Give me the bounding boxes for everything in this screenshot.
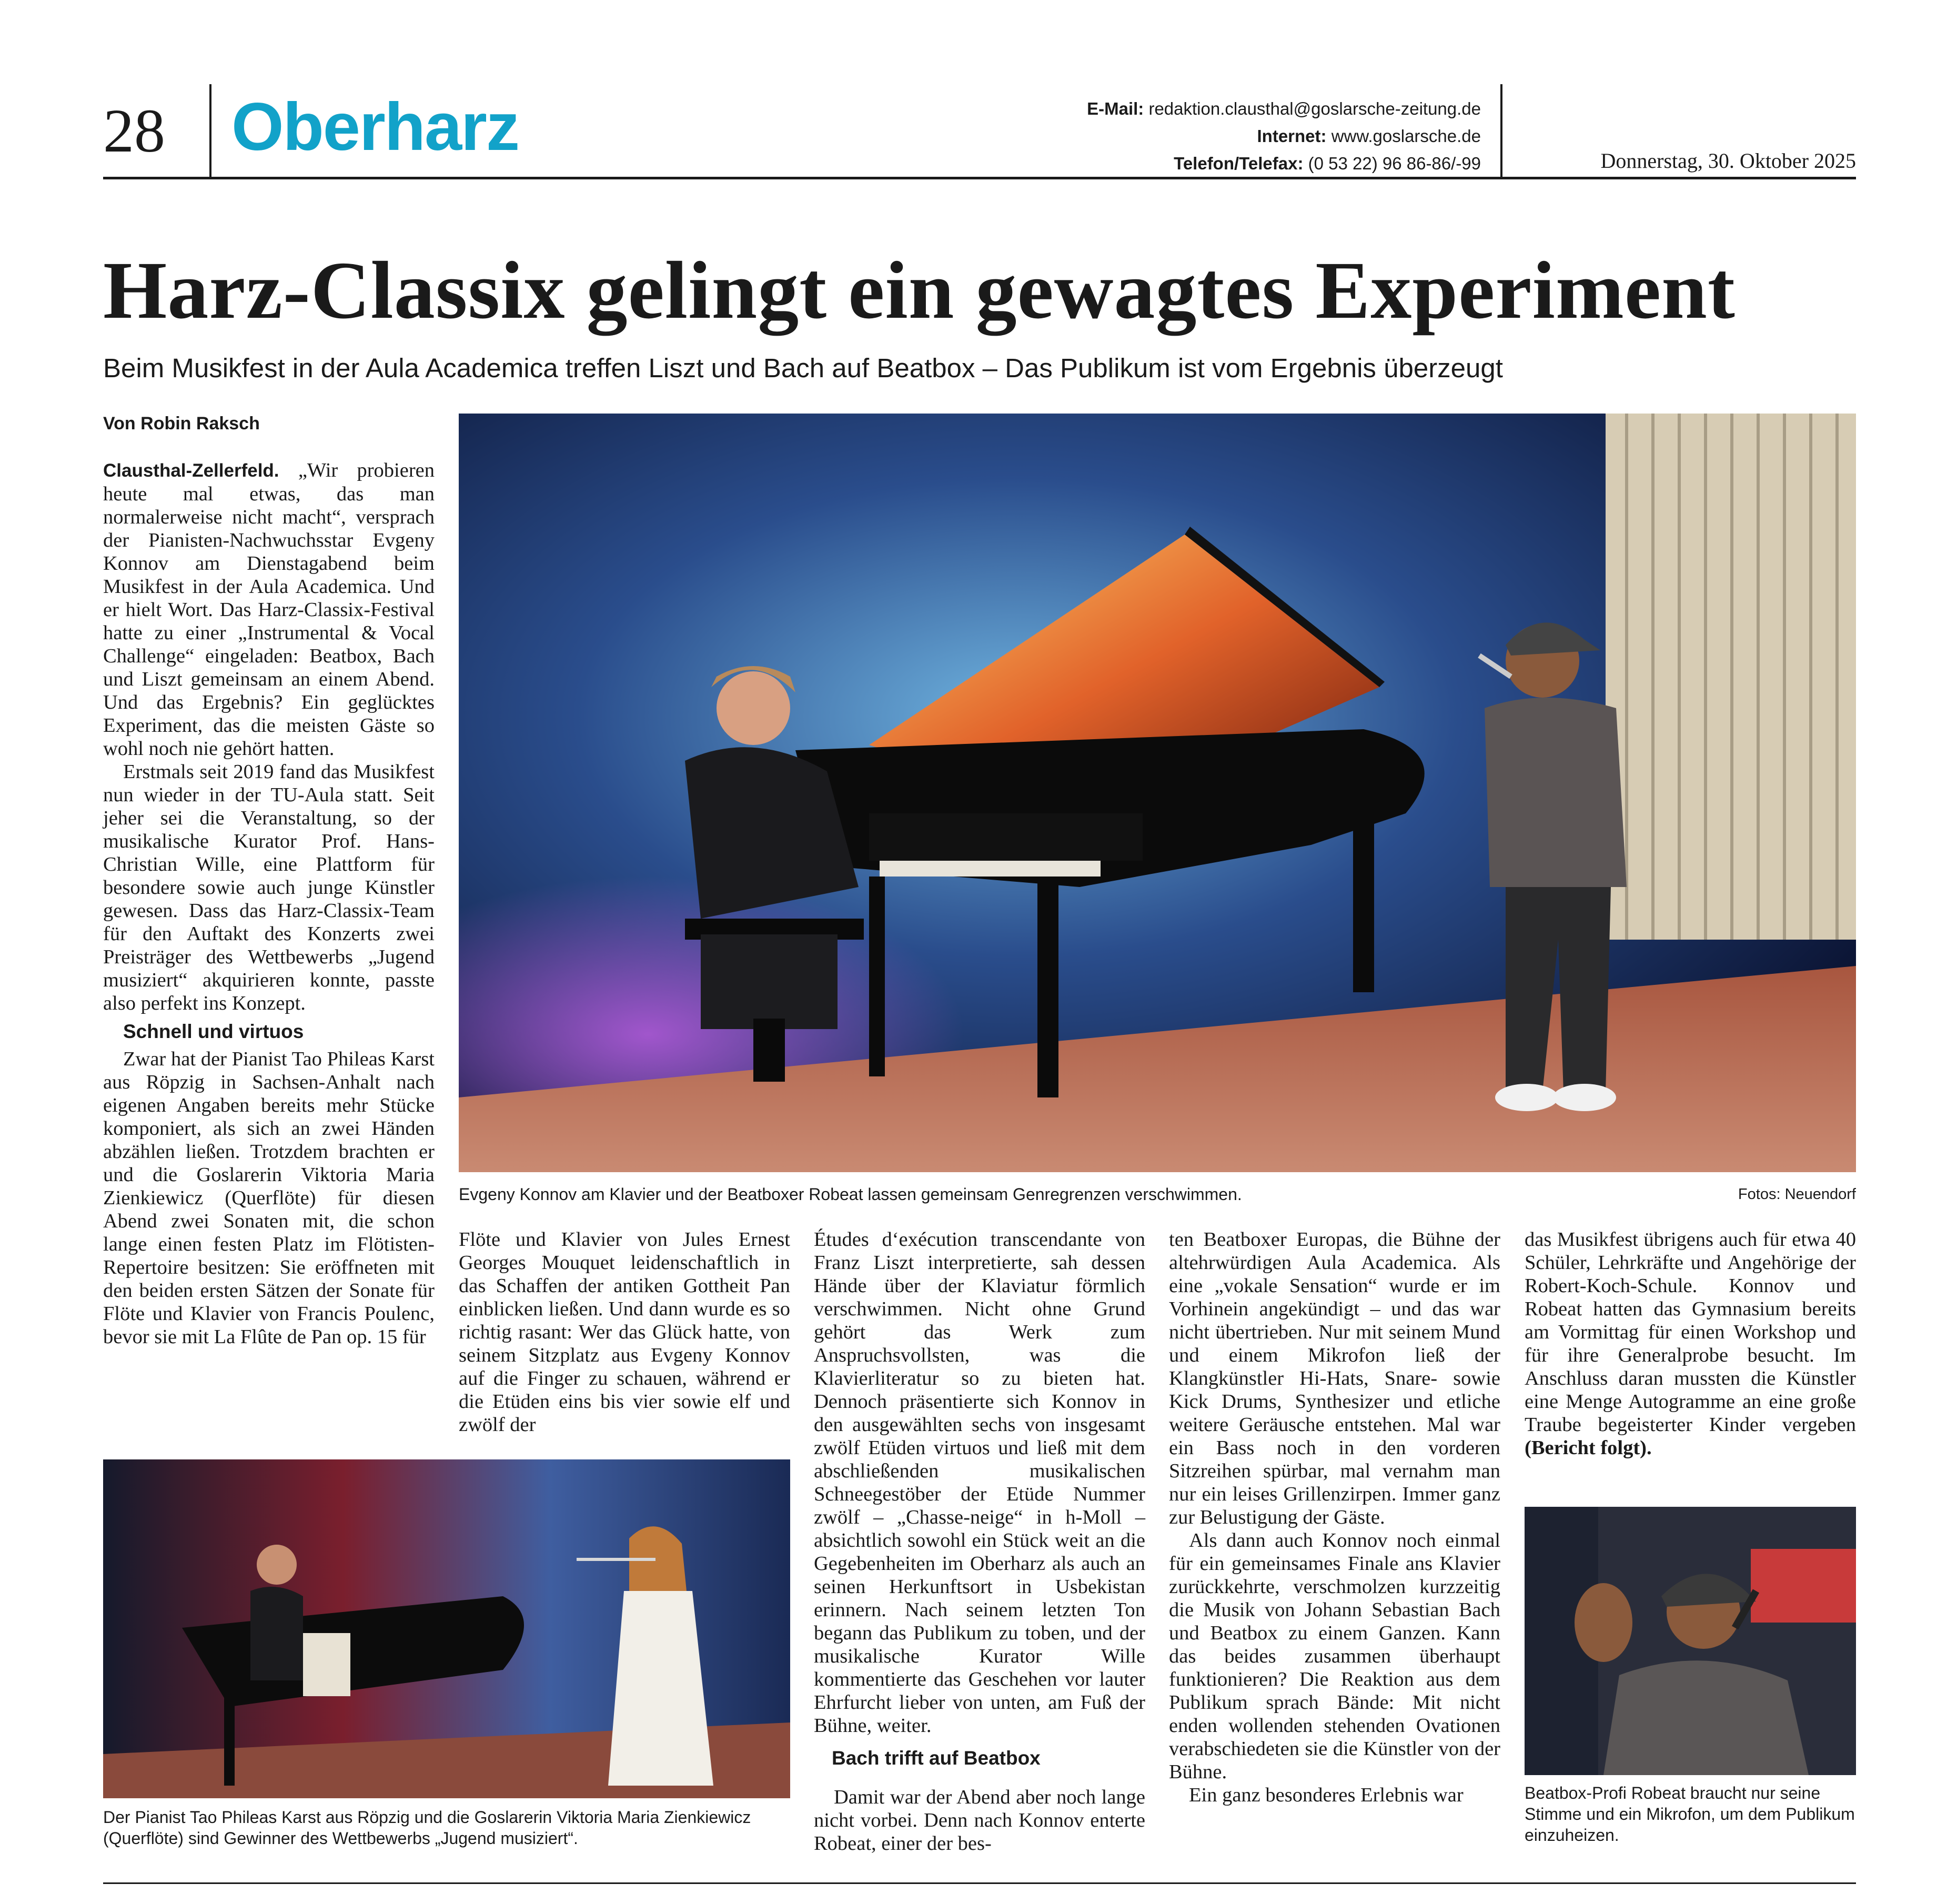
paragraph-3b: Flöte und Klavier von Jules Ernest Georges Mouquet leidenschaftlich in das Schaffen der antiken Gottheit Pan einblicken ließen. Und dann wurde es so richtig rasant: Wer das Glück hatte, von seinem Sitzplatz aus Evgeny Konnov auf die Finger zu schauen, während er die Etüden eins bis vier sowie elf und zwölf der (459, 1228, 790, 1436)
second-photo-caption: Der Pianist Tao Phileas Karst aus Röpzig und die Goslarerin Viktoria Maria Zienkiewicz (Querflöte) sind Gewinner des Wettbewerbs „Jugend musiziert“. (103, 1808, 751, 1848)
paragraph-3c: Études d‘exécution transcendante von Franz Liszt interpretierte, sah dessen Hände über der Klaviatur förmlich verschwimmen. Nicht ohne Grund gehört das Werk zum Anspruchsvollsten, was die Klavierliteratur so zu bieten hat. Dennoch präsentierte sich Konnov in den ausgewählten sechs von insgesamt zwölf Etüden virtuos und ließ mit dem abschließenden musikalischen Schneegestöber der Etüde Nummer zwölf – „Chasse-neige“ in h-Moll – absichtlich sowohl ein Stück weit an die Gegebenheiten im Oberharz als auch an seinen Herkunftsort in Usbekistan erinnern. Nach seinem letzten Ton begann das Publikum zu toben, und der musikalische Kurator Wille kommentierte das Geschehen vor lauter Ehrfurcht lieber von unten, am Fuß der Bühne, weiter. (814, 1228, 1145, 1737)
paragraph-1-text: „Wir probieren heute mal etwas, das man normalerweise nicht macht“, versprach der Pianisten-Nachwuchsstar Evgeny Konnov am Dienstagabend beim Musikfest in der Aula Academica. Und er hielt Wort. Das Harz-Classix-Festival hatte zu einer „Instrumental & Vocal Challenge“ eingeladen: Beatbox, Bach und Liszt gemeinsam an einem Abend. Und das Ergebnis? Ein geglücktes Experiment, das die meisten Gäste so wohl noch nie gehört hatten. (103, 459, 435, 760)
contact-phone (1174, 155, 1481, 172)
report-follows-note: (Bericht folgt). (1525, 1437, 1652, 1459)
page-number: 28 (103, 96, 165, 165)
contact-divider (1500, 84, 1502, 179)
photo-beatboxer-portrait (1525, 1507, 1856, 1775)
photo-credit: Fotos: Neuendorf (1738, 1186, 1856, 1203)
second-photo (103, 1459, 790, 1798)
main-photo (459, 414, 1856, 1172)
photo-pianist-and-beatboxer (459, 414, 1856, 1172)
main-photo-caption: Evgeny Konnov am Klavier und der Beatboxer Robeat lassen gemeinsam Genregrenzen verschwimmen. (459, 1185, 1242, 1204)
contact-internet (1257, 127, 1481, 145)
article-column-2 (459, 1228, 790, 1436)
paragraph-3a: Zwar hat der Pianist Tao Phileas Karst aus Röpzig in Sachsen-Anhalt nach eigenen Angaben bereits mehr Stücke komponiert, als sich an zwei Händen abzählen ließen. Trotzdem brachten er und die Goslarerin Viktoria Maria Zienkiewicz (Querflöte) für diesen Abend zwei Sonaten mit, die schon lange einen festen Platz im Flötisten-Repertoire besitzen: Sie eröffneten mit den beiden ersten Sätzen der Sonate für Flöte und Klavier von Francis Poulenc, bevor sie mit La Flûte de Pan op. 15 für (103, 1048, 435, 1348)
article-subheadline: Beim Musikfest in der Aula Academica treffen Liszt und Bach auf Beatbox – Das Publikum ist vom Ergebnis überzeugt (103, 353, 1503, 383)
email-address[interactable]: redaktion.clausthal@goslarsche-zeitung.de (1148, 99, 1481, 118)
masthead-divider (209, 84, 211, 179)
phone-number: (0 53 22) 96 86-86/-99 (1308, 154, 1481, 173)
article-column-3 (814, 1228, 1145, 1855)
paragraph-4b: ten Beatboxer Europas, die Bühne der altehrwürdigen Aula Academica. Als eine „vokale Sensation“ wurde er im Vorhinein angekündigt – und das war nicht übertrieben. Nur mit seinem Mund und einem Mikrofon ließ der Klangkünstler Hi-Hats, Snare- sowie Kick Drums, Synthesizer und etliche weitere Geräusche entstehen. Mal war ein Bass noch in den vorderen Sitzreihen spürbar, mal vernahm man nur ein leises Grillenzirpen. Immer ganz zur Belustigung der Gäste. (1169, 1228, 1500, 1528)
email-label: E-Mail: (1087, 99, 1144, 118)
contact-email (1087, 100, 1481, 117)
phone-label: Telefon/Telefax: (1174, 154, 1304, 173)
paragraph-2: Erstmals seit 2019 fand das Musikfest nun wieder in der TU-Aula statt. Seit jeher sei die Veranstaltung, so der musikalische Kurator Prof. Hans-Christian Wille, eine Plattform für besondere sowie auch junge Künstler gewesen. Dass das Harz-Classix-Team für den Auftakt des Konzerts zwei Preisträger des Wettbewerbs „Jugend musiziert“ akquirieren konnte, passte also perfekt ins Konzept. (103, 761, 435, 1014)
paragraph-6a: Ein ganz besonderes Erlebnis war (1189, 1784, 1464, 1806)
article-column-1 (103, 459, 435, 1348)
photo-flute-and-piano-duo (103, 1459, 790, 1798)
byline: Von Robin Raksch (103, 414, 260, 434)
internet-label: Internet: (1257, 126, 1327, 146)
paragraph-4a: Damit war der Abend aber noch lange nicht vorbei. Denn nach Konnov enterte Robeat, einer der bes- (814, 1786, 1145, 1855)
masthead-rule (103, 177, 1856, 179)
paragraph-1 (103, 459, 435, 760)
third-photo-caption: Beatbox-Profi Robeat braucht nur seine Stimme und ein Mikrofon, um dem Publikum einzuheizen. (1525, 1784, 1855, 1845)
section-title: Oberharz (231, 89, 519, 165)
paragraph-5: Als dann auch Konnov noch einmal für ein gemeinsames Finale ans Klavier zurückkehrte, verschmolzen kurzzeitig die Musik von Johann Sebastian Bach und Beatbox zu einem Ganzen. Kann das beides zusammen überhaupt funktionieren? Die Reaktion aus dem Publikum sprach Bände: Mit nicht enden wollenden stehenden Ovationen verabschiedeten sie die Künstler von der Bühne. (1169, 1529, 1500, 1783)
bottom-rule (103, 1882, 1856, 1884)
internet-address[interactable]: www.goslarsche.de (1331, 126, 1481, 146)
dateline: Clausthal-Zellerfeld. (103, 460, 279, 481)
issue-date: Donnerstag, 30. Oktober 2025 (1600, 149, 1856, 173)
paragraph-6b (1525, 1228, 1856, 1459)
article-column-4 (1169, 1228, 1500, 1807)
article-headline: Harz-Classix gelingt ein gewagtes Experiment (103, 245, 1736, 336)
subhead-bach: Bach trifft auf Beatbox (832, 1747, 1041, 1769)
paragraph-6b-text: das Musikfest übrigens auch für etwa 40 Schüler, Lehrkräfte und Angehörige der Robert-Koch-Schule. Konnov und Robeat hatten das Gymnasium bereits am Vormittag für einen Workshop und für ihre Generalprobe besucht. Im Anschluss daran mussten die Künstler eine Menge Autogramme an eine große Traube begeisterter Kinder vergeben (1525, 1228, 1856, 1436)
article-column-5 (1525, 1228, 1856, 1459)
subhead-schnell: Schnell und virtuos (123, 1021, 304, 1042)
third-photo (1525, 1507, 1856, 1775)
